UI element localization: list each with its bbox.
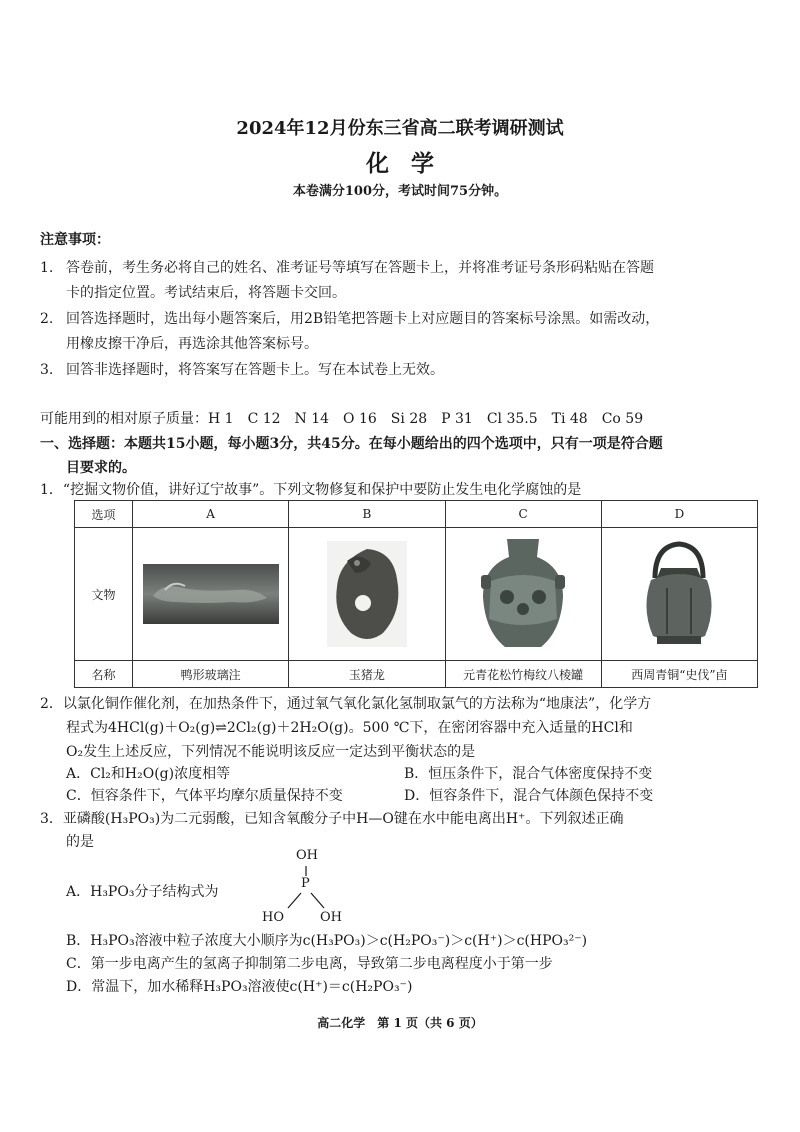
option-d-header: D (601, 501, 757, 528)
bronze-you-vessel-image (637, 538, 721, 650)
option-b-name: 玉猪龙 (289, 661, 445, 688)
q1-stem: 1．“挖掘文物价值，讲好辽宁故事”。下列文物修复和保护中要防止发生电化学腐蚀的是 (40, 482, 582, 498)
notice-item-2-line1: 回答选择题时，选出每小题答案后，用2B铅笔把答题卡上对应题目的答案标号涂黑。如需改动， (66, 311, 660, 327)
option-c-name: 元青花松竹梅纹八棱罐 (445, 661, 601, 688)
q2-line1: 2．以氯化铜作催化剂，在加热条件下，通过氧气氧化氯化氢制取氯气的方法称为“地康法”，化学方 (40, 696, 652, 712)
jade-pig-dragon-image (327, 541, 407, 647)
notice-item-3-line1: 回答非选择题时，将答案写在答题卡上。写在本试卷上无效。 (66, 362, 444, 378)
q2-option-c: C．恒容条件下，气体平均摩尔质量保持不变 (66, 788, 343, 804)
option-a-header: A (133, 501, 289, 528)
notice-item-1-line2: 卡的指定位置。考试结束后，将答题卡交回。 (66, 285, 346, 301)
q3-line2: 的是 (66, 834, 94, 850)
row-label-name: 名称 (75, 661, 133, 688)
option-b-header: B (289, 501, 445, 528)
notice-item-2-line2: 用橡皮擦干净后，再选涂其他答案标号。 (66, 336, 318, 352)
q2-line3: O₂发生上述反应，下列情况不能说明该反应一定达到平衡状态的是 (66, 744, 476, 760)
q2-option-d: D．恒容条件下，混合气体颜色保持不变 (404, 788, 654, 804)
row-label-option: 选项 (75, 501, 133, 528)
notice-heading: 注意事项： (40, 232, 110, 248)
q3-option-b: B．H₃PO₃溶液中粒子浓度大小顺序为c(H₃PO₃)＞c(H₂PO₃⁻)＞c(H⁺)＞c(HPO₃²⁻) (66, 933, 588, 949)
h3po3-structure-formula (250, 848, 360, 928)
q3-line1: 3．亚磷酸(H₃PO₃)为二元弱酸，已知含氧酸分子中H—O键在水中能电离出H⁺。下列叙述正确 (40, 811, 624, 827)
q3-option-c: C．第一步电离产生的氢离子抑制第二步电离，导致第二步电离程度小于第一步 (66, 956, 553, 972)
option-c-header: C (445, 501, 601, 528)
section1-line2: 目要求的。 (66, 460, 136, 476)
option-d-name: 西周青铜“史伐”卣 (601, 661, 757, 688)
page-footer: 高二化学 第 1 页（共 6 页） (317, 1016, 483, 1030)
q3-option-a: A．H₃PO₃分子结构式为 (66, 884, 219, 900)
duck-glass-vessel-image (143, 564, 279, 624)
option-d-image-cell (601, 528, 757, 661)
structure-top-oh: OH (296, 848, 318, 863)
structure-right-oh: OH (320, 910, 342, 925)
q1-relic-table (74, 500, 758, 688)
row-label-relic: 文物 (75, 528, 133, 661)
q2-option-a: A．Cl₂和H₂O(g)浓度相等 (66, 766, 231, 782)
q2-option-b: B．恒压条件下，混合气体密度保持不变 (404, 766, 653, 782)
notice-item-1-num: 1. (40, 260, 54, 276)
structure-p-atom: P (301, 876, 310, 891)
atomic-masses: 可能用到的相对原子质量：H 1 C 12 N 14 O 16 Si 28 P 31 Cl 35.5 Ti 48 Co 59 (40, 411, 644, 427)
blue-white-porcelain-jar-image (477, 535, 569, 653)
structure-left-ho: HO (262, 910, 284, 925)
notice-item-2-num: 2. (40, 311, 54, 327)
option-a-image-cell (133, 528, 289, 661)
section1-line1: 一、选择题：本题共15小题，每小题3分，共45分。在每小题给出的四个选项中，只有一项是符合题 (40, 436, 663, 452)
option-c-image-cell (445, 528, 601, 661)
option-a-name: 鸭形玻璃注 (133, 661, 289, 688)
exam-subtitle: 本卷满分100分，考试时间75分钟。 (292, 184, 508, 199)
q2-line2: 程式为4HCl(g)＋O₂(g)⇌2Cl₂(g)＋2H₂O(g)。500 ℃下，在密闭容器中充入适量的HCl和 (66, 720, 633, 736)
exam-title: 2024年12月份东三省高二联考调研测试 (236, 118, 564, 139)
q3-option-d: D．常温下，加水稀释H₃PO₃溶液使c(H⁺)＝c(H₂PO₃⁻) (66, 979, 413, 995)
notice-item-3-num: 3. (40, 362, 54, 378)
subject-title: 化学 (366, 150, 456, 177)
notice-item-1-line1: 答卷前，考生务必将自己的姓名、准考证号等填写在答题卡上，并将准考证号条形码粘贴在答题 (66, 260, 654, 276)
option-b-image-cell (289, 528, 445, 661)
